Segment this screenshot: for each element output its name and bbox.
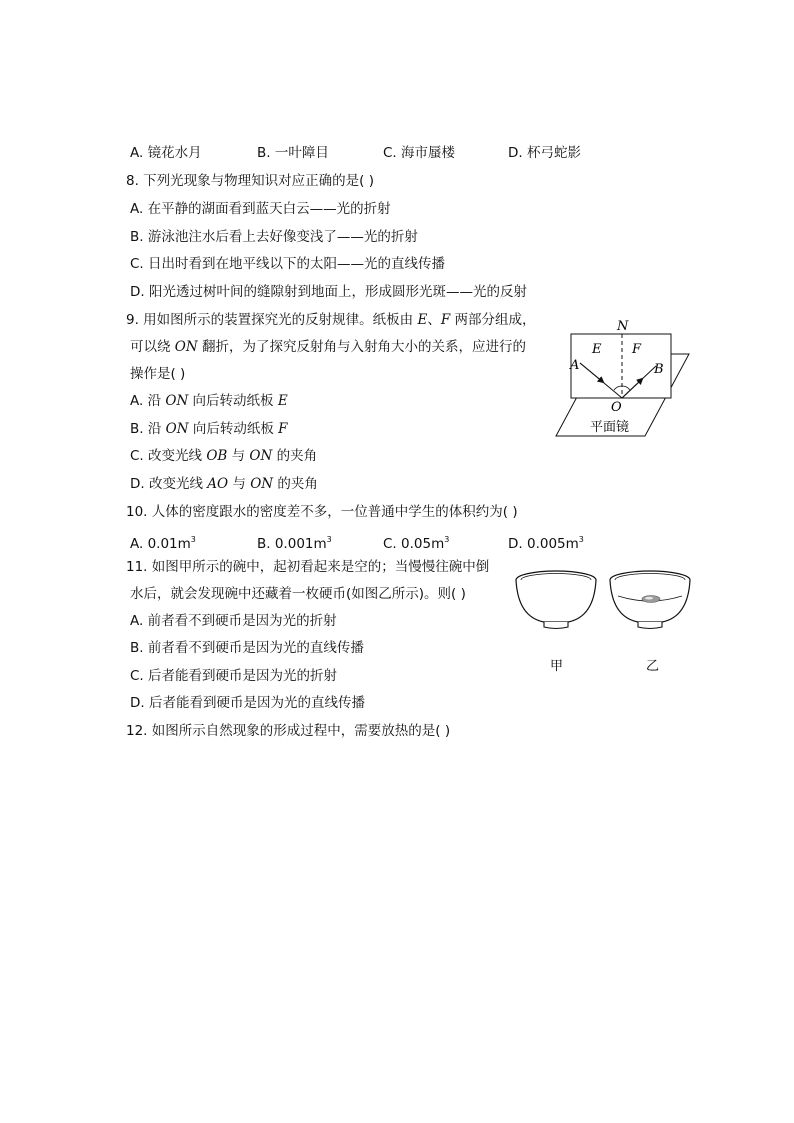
q12-stem: 12. 如图所示自然现象的形成过程中，需要放热的是( ) [126, 723, 451, 739]
label-yi: 乙 [646, 659, 660, 674]
bowl-jia [516, 571, 596, 629]
q9-option-a: A. 沿 ON 向后转动纸板 E [130, 393, 288, 409]
label-a: A [570, 358, 580, 373]
q11-option-d: D. 后者能看到硬币是因为光的直线传播 [130, 695, 365, 711]
q7-option-a: A. 镜花水月 [130, 145, 202, 161]
mirror-label: 平面镜 [590, 420, 630, 435]
bowls-figure [510, 562, 698, 674]
q9-stem-line-1: 9. 用如图所示的装置探究光的反射规律。纸板由 E、F 两部分组成， [126, 312, 536, 328]
q9-stem-line-3: 操作是( ) [130, 366, 186, 382]
q10-option-a: A. $0.01m^3$ [130, 535, 196, 552]
q11-stem-line-2: 水后，就会发现碗中还藏着一枚硬币(如图乙所示)。则( ) [130, 586, 466, 602]
reflection-apparatus-figure [550, 316, 700, 442]
q8-option-b: B. 游泳池注水后看上去好像变浅了——光的折射 [130, 229, 418, 245]
label-jia: 甲 [550, 659, 564, 674]
q8-option-c: C. 日出时看到在地平线以下的太阳——光的直线传播 [130, 256, 446, 272]
q10-option-c: C. $0.05m^3$ [383, 535, 450, 552]
q9-option-b: B. 沿 ON 向后转动纸板 F [130, 421, 288, 437]
q9-option-d: D. 改变光线 AO 与 ON 的夹角 [130, 476, 318, 492]
q9-option-c: C. 改变光线 OB 与 ON 的夹角 [130, 448, 318, 464]
label-b: B [654, 362, 664, 377]
q7-option-d: D. 杯弓蛇影 [508, 145, 581, 161]
q11-option-c: C. 后者能看到硬币是因为光的折射 [130, 668, 338, 684]
q8-option-a: A. 在平静的湖面看到蓝天白云——光的折射 [130, 201, 391, 217]
q7-option-b: B. 一叶障目 [257, 145, 329, 161]
q11-option-b: B. 前者看不到硬币是因为光的直线传播 [130, 640, 364, 656]
q9-stem-line-2: 可以绕 ON 翻折，为了探究反射角与入射角大小的关系，应进行的 [130, 339, 526, 355]
q8-stem: 8. 下列光现象与物理知识对应正确的是( ) [126, 173, 374, 189]
q10-option-d: D. $0.005m^3$ [508, 535, 584, 552]
bowl-yi [610, 571, 690, 629]
q8-option-d: D. 阳光透过树叶间的缝隙射到地面上，形成圆形光斑——光的反射 [130, 284, 527, 300]
q11-option-a: A. 前者看不到硬币是因为光的折射 [130, 613, 337, 629]
q11-stem-line-1: 11. 如图甲所示的碗中，起初看起来是空的；当慢慢往碗中倒 [126, 559, 490, 575]
q10-stem: 10. 人体的密度跟水的密度差不多，一位普通中学生的体积约为( ) [126, 504, 518, 520]
label-o: O [611, 400, 622, 415]
label-f: F [632, 342, 642, 357]
q10-option-b: B. $0.001m^3$ [257, 535, 332, 552]
label-e: E [592, 342, 602, 357]
label-n: N [617, 319, 629, 334]
q7-option-c: C. 海市蜃楼 [383, 145, 456, 161]
